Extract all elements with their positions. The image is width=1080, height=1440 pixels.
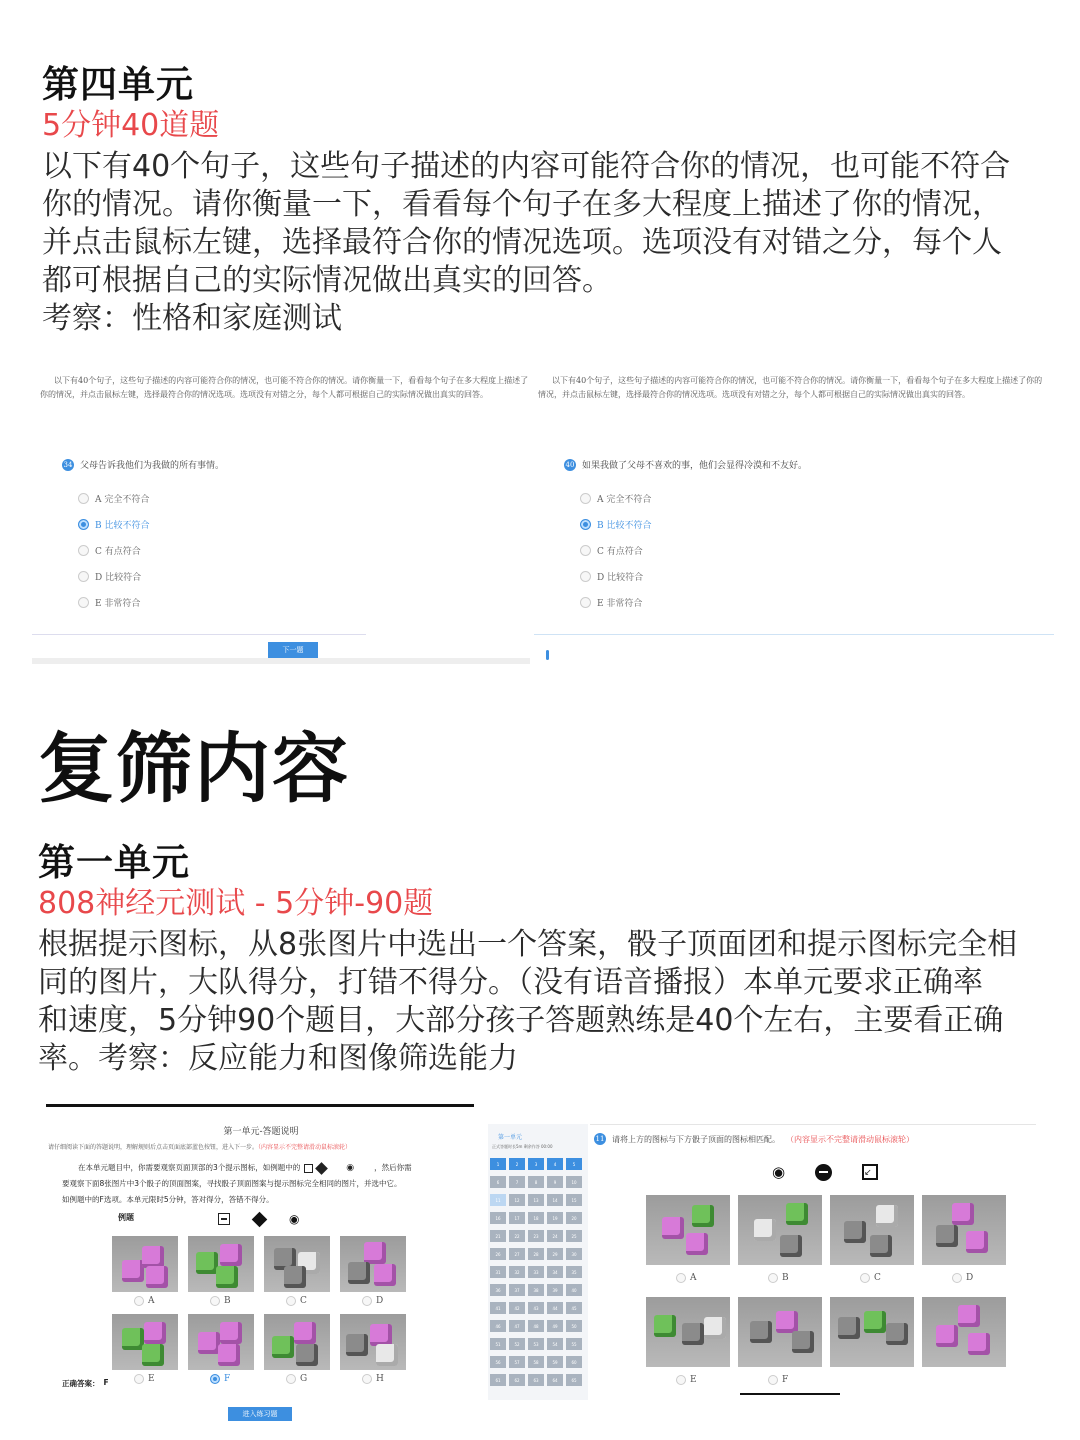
example-hint-icons: [218, 1212, 299, 1226]
instruction-body-line-3: 如例题中的F选项。本单元限时5分钟，答对得分，答错不得分。: [62, 1195, 274, 1204]
option-letter: E: [148, 1374, 155, 1384]
question-nav-cell[interactable]: 30: [566, 1248, 582, 1260]
question-nav-cell[interactable]: 6: [490, 1176, 506, 1188]
test-screenshot: [488, 1124, 1036, 1400]
questionnaire-screenshot-left: [32, 370, 530, 664]
example-image-c[interactable]: [264, 1236, 330, 1292]
question-nav-cell[interactable]: 64: [547, 1374, 563, 1386]
radio-icon: [580, 493, 591, 504]
test-image-g[interactable]: [830, 1297, 914, 1367]
section4-line-3: 并点击鼠标左键，选择最符合你的情况选项。选项没有对错之分，每个人: [42, 225, 1002, 260]
question-nav-cell[interactable]: 56: [490, 1356, 506, 1368]
test-option-a[interactable]: [676, 1273, 697, 1283]
example-image-d[interactable]: [340, 1236, 406, 1292]
question-nav-cell[interactable]: 37: [509, 1284, 525, 1296]
question-line: [62, 458, 224, 471]
option-label: A 完全不符合: [95, 494, 150, 505]
section4-line-5: 考察：性格和家庭测试: [42, 301, 342, 336]
question-nav-cell[interactable]: 31: [490, 1266, 506, 1278]
instruction-body-line-2: 要观察下面8张图片中3个骰子的顶面图案，寻找骰子顶面图案与提示图标完全相同的图片，并选中它。: [62, 1179, 402, 1188]
instruction-body: [62, 1160, 472, 1208]
radio-icon: [676, 1273, 686, 1283]
option-label: B 比较不符合: [597, 520, 652, 531]
option-letter: A: [690, 1273, 697, 1283]
question-nav-cell[interactable]: 48: [528, 1320, 544, 1332]
divider: [534, 634, 1054, 635]
option-letter: H: [376, 1374, 384, 1384]
test-option-b[interactable]: [768, 1273, 789, 1283]
radio-icon: [134, 1296, 144, 1306]
option-e[interactable]: [78, 589, 149, 615]
question-nav-cell[interactable]: 58: [528, 1356, 544, 1368]
test-image-e[interactable]: [646, 1297, 730, 1367]
option-letter: G: [300, 1374, 308, 1384]
option-label: D 比较符合: [95, 572, 142, 583]
option-label: E 非常符合: [95, 598, 141, 609]
example-option-e[interactable]: [134, 1374, 155, 1384]
test-image-a[interactable]: [646, 1195, 730, 1265]
question-nav-cell[interactable]: 29: [547, 1248, 563, 1260]
example-option-f[interactable]: [210, 1374, 230, 1384]
question-nav-cell[interactable]: 36: [490, 1284, 506, 1296]
question-nav-cell[interactable]: 23: [528, 1230, 544, 1242]
test-image-c[interactable]: [830, 1195, 914, 1265]
question-nav-cell[interactable]: 25: [566, 1230, 582, 1242]
question-nav-cell[interactable]: 26: [490, 1248, 506, 1260]
question-panel: [590, 1124, 1036, 1400]
question-nav-cell[interactable]: 65: [566, 1374, 582, 1386]
instruction-note-red: （内容显示不完整请滑动鼠标滚轮）: [258, 1144, 352, 1151]
question-nav-cell[interactable]: 55: [566, 1338, 582, 1350]
timer-label: 正式答题时长5m 剩余作答 00:00: [492, 1144, 553, 1149]
radio-icon: [134, 1374, 144, 1384]
test-option-d[interactable]: [952, 1273, 973, 1283]
option-c[interactable]: [580, 537, 651, 563]
question-nav-cell[interactable]: 18: [528, 1212, 544, 1224]
question-number: 40: [565, 460, 575, 469]
eye-icon: ◉: [346, 1163, 355, 1173]
options-list: [78, 485, 149, 615]
question-nav-cell[interactable]: 62: [509, 1374, 525, 1386]
exit-square-icon: ↙: [862, 1164, 878, 1180]
section4-subheading: 5分钟40道题: [42, 108, 220, 143]
radio-icon: [860, 1273, 870, 1283]
question-number-grid: [490, 1158, 588, 1398]
question-nav-cell[interactable]: 42: [509, 1302, 525, 1314]
top-rule: [46, 1104, 474, 1107]
example-image-f[interactable]: [188, 1314, 254, 1370]
question-nav-cell[interactable]: 15: [566, 1194, 582, 1206]
minus-circle-icon: [815, 1164, 832, 1181]
option-letter: F: [224, 1374, 231, 1384]
square-minus-icon: [218, 1213, 230, 1225]
question-nav-cell[interactable]: 47: [509, 1320, 525, 1332]
question-nav-cell[interactable]: 8: [528, 1176, 544, 1188]
options-list: [580, 485, 651, 615]
question-nav-cell[interactable]: 4: [547, 1158, 563, 1170]
option-d[interactable]: [78, 563, 149, 589]
radio-icon: [362, 1374, 372, 1384]
radio-selected-icon: [78, 519, 89, 530]
question-nav-cell[interactable]: 59: [547, 1356, 563, 1368]
question-number: 34: [63, 460, 73, 469]
instruction-note-text: 请仔细阅读下面的答题说明，理解规则后点击页面底部蓝色按钮，进入下一步。: [48, 1144, 259, 1151]
option-label: C 有点符合: [95, 546, 141, 557]
question-nav-cell[interactable]: 3: [528, 1158, 544, 1170]
question-nav-cell[interactable]: 46: [490, 1320, 506, 1332]
section1-description: [38, 926, 1078, 1078]
question-nav-cell[interactable]: 61: [490, 1374, 506, 1386]
instruction-screenshot: [46, 1104, 476, 1424]
option-letter: B: [224, 1296, 231, 1306]
option-a[interactable]: [580, 485, 651, 511]
body-text-2: ，然后你需: [374, 1163, 412, 1172]
instruction-title: 第一单元-答题说明: [223, 1127, 299, 1137]
question-nav-cell[interactable]: 33: [528, 1266, 544, 1278]
question-nav-cell[interactable]: 24: [547, 1230, 563, 1242]
option-e[interactable]: [580, 589, 651, 615]
option-a[interactable]: [78, 485, 149, 511]
question-text: 如果我做了父母不喜欢的事，他们会显得冷漠和不友好。: [582, 461, 808, 471]
test-option-e[interactable]: [676, 1375, 697, 1385]
eraser-icon: [315, 1162, 328, 1175]
radio-icon: [580, 571, 591, 582]
option-b[interactable]: [580, 511, 651, 537]
question-nav-cell[interactable]: 51: [490, 1338, 506, 1350]
question-nav-cell[interactable]: 16: [490, 1212, 506, 1224]
body-text-1: 在本单元题目中，你需要观察页面顶部的3个提示图标，如例题中的: [78, 1163, 301, 1172]
option-label: E 非常符合: [597, 598, 643, 609]
recheck-title: 复筛内容: [38, 724, 350, 813]
radio-icon: [210, 1296, 220, 1306]
radio-icon: [362, 1296, 372, 1306]
radio-icon: [78, 571, 89, 582]
option-d[interactable]: [580, 563, 651, 589]
radio-icon: [676, 1375, 686, 1385]
section1-line-3: 和速度，5分钟90个题目，大部分孩子答题熟练是40个左右，主要看正确: [38, 1003, 1004, 1038]
section4-heading: 第四单元: [42, 63, 194, 106]
correct-answer: [62, 1378, 109, 1389]
radio-selected-icon: [210, 1374, 220, 1384]
question-nav-cell[interactable]: 19: [547, 1212, 563, 1224]
radio-selected-icon: [580, 519, 591, 530]
question-nav-cell[interactable]: 49: [547, 1320, 563, 1332]
square-minus-icon: [304, 1164, 313, 1173]
test-option-f[interactable]: [768, 1375, 788, 1385]
intro-text: 以下有40个句子，这些句子描述的内容可能符合你的情况，也可能不符合你的情况。请你衡量一下，看看每个句子在多大程度上描述了你的情况，并点击鼠标左键，选择最符合你的情况选项。选项没有对错之分，每个人都可根据自己的实际情况做出真实的回答。: [40, 376, 529, 399]
question-nav-cell[interactable]: 50: [566, 1320, 582, 1332]
section4-description: [42, 148, 1072, 338]
instruction-body-line-1: [62, 1160, 472, 1176]
option-letter: D: [376, 1296, 384, 1306]
question-nav-cell[interactable]: 57: [509, 1356, 525, 1368]
question-text: 请将上方的图标与下方骰子顶面的图标相匹配。: [612, 1134, 780, 1144]
question-nav-cell[interactable]: 41: [490, 1302, 506, 1314]
radio-icon: [952, 1273, 962, 1283]
question-nav-cell[interactable]: 60: [566, 1356, 582, 1368]
test-image-b[interactable]: [738, 1195, 822, 1265]
question-nav-cell[interactable]: 34: [547, 1266, 563, 1278]
test-image-f[interactable]: [738, 1297, 822, 1367]
question-nav-cell[interactable]: 12: [509, 1194, 525, 1206]
section1-line-2: 同的图片，大队得分，打错不得分。（没有语音播报）本单元要求正确率: [38, 965, 983, 1000]
eraser-icon: [252, 1211, 268, 1227]
start-practice-button[interactable]: 进入练习题: [228, 1407, 292, 1421]
radio-icon: [78, 493, 89, 504]
radio-icon: [286, 1296, 296, 1306]
question-nav-cell[interactable]: 2: [509, 1158, 525, 1170]
question-nav-cell[interactable]: 11: [490, 1194, 506, 1206]
question-line: [594, 1133, 914, 1145]
option-b[interactable]: [78, 511, 149, 537]
test-image-h[interactable]: [922, 1297, 1006, 1367]
example-option-c[interactable]: [286, 1296, 307, 1306]
question-nav-cell[interactable]: 52: [509, 1338, 525, 1350]
question-nav-cell[interactable]: 44: [547, 1302, 563, 1314]
question-nav-cell[interactable]: 38: [528, 1284, 544, 1296]
test-image-d[interactable]: [922, 1195, 1006, 1265]
question-nav-cell[interactable]: 54: [547, 1338, 563, 1350]
instruction-note: [48, 1142, 474, 1151]
example-option-b[interactable]: [210, 1296, 231, 1306]
divider: [32, 634, 366, 635]
radio-icon: [286, 1374, 296, 1384]
section1-heading: 第一单元: [38, 841, 190, 884]
radio-icon: [580, 597, 591, 608]
hint-icons: [772, 1163, 878, 1181]
next-question-button[interactable]: 下一题: [268, 642, 318, 658]
question-nav-cell[interactable]: 28: [528, 1248, 544, 1260]
eye-icon: ◉: [289, 1212, 300, 1226]
section4-line-4: 都可根据自己的实际情况做出真实的回答。: [42, 263, 612, 298]
radio-icon: [768, 1273, 778, 1283]
loading-indicator: [546, 650, 549, 660]
question-nav-cell[interactable]: 10: [566, 1176, 582, 1188]
intro-text: 以下有40个句子，这些句子描述的内容可能符合你的情况，也可能不符合你的情况。请你衡量一下，看看每个句子在多大程度上描述了你的情况，并点击鼠标左键，选择最符合你的情况选项。选项没有对错之分，每个人都可根据自己的实际情况做出真实的回答。: [538, 376, 1043, 399]
example-option-a[interactable]: [134, 1296, 155, 1306]
question-nav-cell[interactable]: 5: [566, 1158, 582, 1170]
eye-icon: ◉: [772, 1163, 786, 1181]
question-nav-cell[interactable]: 45: [566, 1302, 582, 1314]
example-image-g[interactable]: [264, 1314, 330, 1370]
question-nav-cell[interactable]: 1: [490, 1158, 506, 1170]
question-note-red: （内容显示不完整请滑动鼠标滚轮）: [786, 1134, 914, 1144]
example-image-a[interactable]: [112, 1236, 178, 1292]
option-c[interactable]: [78, 537, 149, 563]
correct-answer-label: 正确答案：: [62, 1379, 100, 1388]
question-nav-cell[interactable]: 53: [528, 1338, 544, 1350]
question-nav-cell[interactable]: 20: [566, 1212, 582, 1224]
option-letter: C: [874, 1273, 881, 1283]
page-footer-bar: [32, 658, 530, 664]
option-letter: A: [148, 1296, 155, 1306]
correct-answer-value: F: [103, 1378, 109, 1387]
question-nav-cell[interactable]: 14: [547, 1194, 563, 1206]
question-number: 11: [595, 1135, 605, 1143]
option-label: D 比较符合: [597, 572, 644, 583]
example-option-d[interactable]: [362, 1296, 383, 1306]
section1-line-4: 率。考察：反应能力和图像筛选能力: [38, 1041, 518, 1076]
section1-line-1: 根据提示图标，从8张图片中选出一个答案，骰子顶面团和提示图标完全相: [38, 927, 1018, 962]
question-nav-cell[interactable]: 21: [490, 1230, 506, 1242]
hint-icons-inline: [304, 1160, 354, 1176]
question-nav-cell[interactable]: 43: [528, 1302, 544, 1314]
question-nav-cell[interactable]: 7: [509, 1176, 525, 1188]
section4-line-1: 以下有40个句子，这些句子描述的内容可能符合你的情况，也可能不符合: [42, 149, 1011, 184]
question-nav-cell[interactable]: 17: [509, 1212, 525, 1224]
option-letter: C: [300, 1296, 307, 1306]
question-nav-cell[interactable]: 63: [528, 1374, 544, 1386]
option-letter: B: [782, 1273, 789, 1283]
example-option-g[interactable]: [286, 1374, 307, 1384]
example-option-h[interactable]: [362, 1374, 384, 1384]
radio-icon: [78, 597, 89, 608]
question-nav-cell[interactable]: 9: [547, 1176, 563, 1188]
question-nav-cell[interactable]: 27: [509, 1248, 525, 1260]
question-nav-cell[interactable]: 32: [509, 1266, 525, 1278]
radio-icon: [78, 545, 89, 556]
radio-icon: [768, 1375, 778, 1385]
option-label: C 有点符合: [597, 546, 643, 557]
questionnaire-screenshot-right: [534, 370, 1054, 664]
question-nav-cell[interactable]: 13: [528, 1194, 544, 1206]
option-letter: F: [782, 1375, 789, 1385]
question-line: [564, 458, 807, 471]
option-letter: E: [690, 1375, 697, 1385]
example-image-b[interactable]: [188, 1236, 254, 1292]
question-nav-cell[interactable]: 35: [566, 1266, 582, 1278]
option-letter: D: [966, 1273, 974, 1283]
question-nav-cell[interactable]: 22: [509, 1230, 525, 1242]
option-label: B 比较不符合: [95, 520, 150, 531]
question-nav-cell[interactable]: 39: [547, 1284, 563, 1296]
example-image-h[interactable]: [340, 1314, 406, 1370]
section1-subheading: 808神经元测试 - 5分钟-90题: [38, 886, 434, 921]
question-nav-cell[interactable]: 40: [566, 1284, 582, 1296]
section4-line-2: 你的情况。请你衡量一下，看看每个句子在多大程度上描述了你的情况，: [42, 187, 1002, 222]
option-label: A 完全不符合: [597, 494, 652, 505]
example-label: 例题: [118, 1213, 134, 1222]
question-text: 父母告诉我他们为我做的所有事情。: [80, 461, 225, 471]
question-nav-panel: [488, 1124, 588, 1400]
test-option-c[interactable]: [860, 1273, 881, 1283]
bottom-rule: [740, 1393, 840, 1395]
example-image-e[interactable]: [112, 1314, 178, 1370]
unit-label: 第一单元: [498, 1134, 523, 1141]
radio-icon: [580, 545, 591, 556]
